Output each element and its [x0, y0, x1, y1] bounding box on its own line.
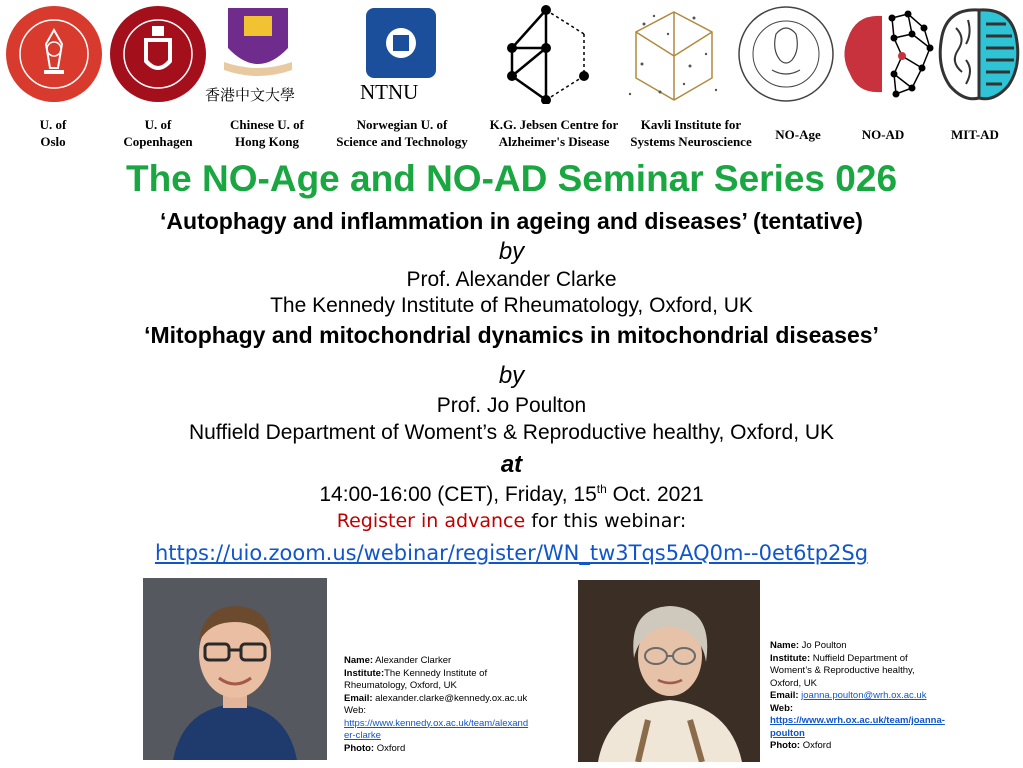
speaker2-name: Prof. Jo Poulton — [436, 394, 587, 417]
speaker2-portrait-icon — [578, 580, 760, 762]
jebsen-network-icon — [498, 4, 598, 104]
at-label: at — [500, 451, 523, 478]
mitad-caption: MIT-AD — [951, 127, 999, 142]
speaker2-photo — [578, 580, 760, 762]
ntnu-caption: Norwegian U. of Science and Technology — [336, 117, 468, 149]
university-of-oslo-seal-icon — [4, 4, 104, 104]
seminar-title: The NO-Age and NO-AD Seminar Series 026 — [125, 158, 898, 199]
speaker1-bio: Name: Alexander Clarker Institute:The Kennedy Institute of Rheumatology, Oxford, UK Email: alexander.clarke@kennedy.ox.ac.uk Web: https://www.kennedy.ox.ac.uk/team/alexand er-clarke Photo: Oxford — [344, 655, 564, 755]
speaker2-bio: Name: Jo Poulton Institute: Nuffield Department of Woment’s & Reproductive healthy, Oxford, UK Email: joanna.poulton@wrh.ox.ac.uk Web: https://www.wrh.ox.ac.uk/team/joanna- poulton Photo: Oxford — [770, 640, 1000, 753]
logo-row — [0, 0, 1023, 110]
noage-caption: NO-Age — [775, 127, 821, 142]
kavli-caption: Kavli Institute for Systems Neuroscience — [630, 117, 752, 149]
cuhk-chinese-name: 香港中文大學 — [205, 86, 296, 104]
no-age-centre-logo-icon — [736, 4, 836, 104]
university-of-copenhagen-seal-icon — [108, 4, 208, 104]
copenhagen-caption: U. of Copenhagen — [123, 117, 193, 149]
speaker2-email-link[interactable]: joanna.poulton@wrh.ox.ac.uk — [801, 690, 927, 701]
speaker2-affiliation: Nuffield Department of Woment’s & Reproductive healthy, Oxford, UK — [188, 421, 835, 444]
kavli-cube-icon — [624, 4, 724, 108]
speaker2-web-link[interactable]: https://www.wrh.ox.ac.uk/team/joanna- — [770, 715, 945, 726]
by-label-1: by — [498, 238, 525, 265]
speaker1-portrait-icon — [143, 578, 327, 760]
speaker1-photo — [143, 578, 327, 760]
talk1-title: ‘Autophagy and inflammation in ageing and diseases’ (tentative) — [160, 208, 863, 234]
speaker1-web-link[interactable]: https://www.kennedy.ox.ac.uk/team/alexand — [344, 717, 529, 729]
register-url-link[interactable]: https://uio.zoom.us/webinar/register/WN_tw3Tqs5AQ0m--0et6tp2Sg — [154, 541, 869, 565]
cuhk-caption: Chinese U. of Hong Kong — [229, 117, 305, 149]
event-time: 14:00-16:00 (CET), Friday, 15th Oct. 2021 — [319, 482, 704, 506]
register-line: Register in advance for this webinar: — [336, 510, 687, 532]
no-ad-brain-network-icon — [836, 4, 936, 104]
mit-ad-brain-icon — [936, 4, 1022, 104]
jebsen-caption: K.G. Jebsen Centre for Alzheimer's Disease — [489, 117, 619, 149]
talk2-title: ‘Mitophagy and mitochondrial dynamics in mitochondrial diseases’ — [144, 322, 879, 348]
by-label-2: by — [498, 362, 525, 389]
ntnu-wordmark: NTNU — [360, 80, 419, 104]
speaker1-affiliation: The Kennedy Institute of Rheumatology, Oxford, UK — [270, 294, 753, 317]
speaker1-name: Prof. Alexander Clarke — [406, 268, 617, 291]
ntnu-logo-icon — [366, 8, 436, 78]
register-link[interactable]: Register in advance — [336, 510, 526, 532]
oslo-caption: U. of Oslo — [39, 117, 67, 149]
noad-caption: NO-AD — [861, 127, 905, 142]
cuhk-crest-icon — [222, 4, 294, 80]
